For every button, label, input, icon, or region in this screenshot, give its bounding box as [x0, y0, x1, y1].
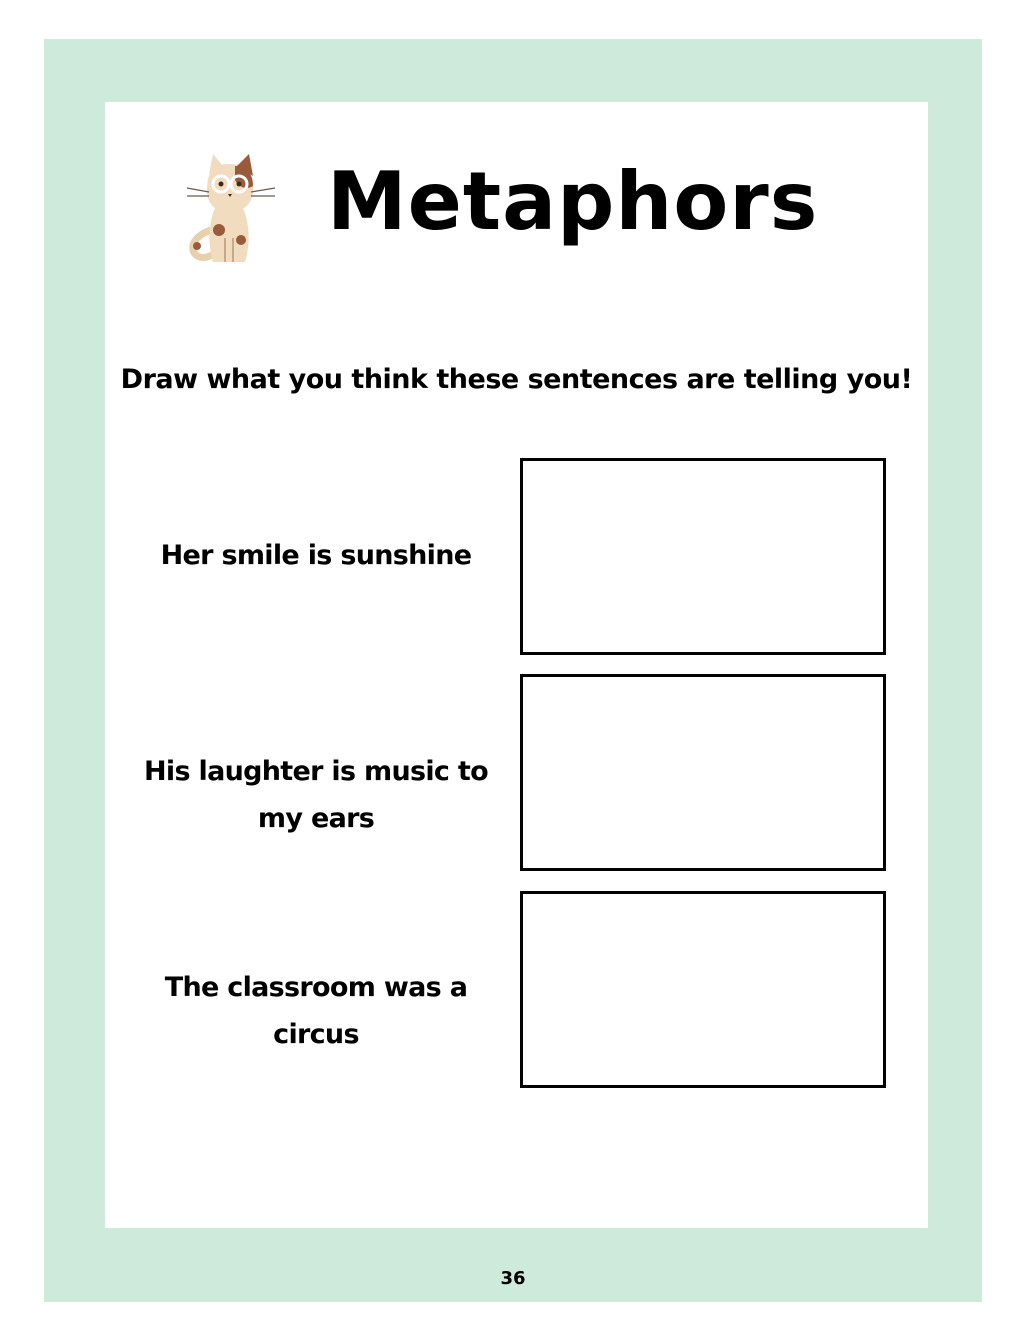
sentence-3: The classroom was a circus [164, 972, 468, 1050]
worksheet-sheet [105, 102, 928, 1228]
drawing-box-2[interactable] [520, 674, 886, 871]
drawing-box-1[interactable] [520, 458, 886, 655]
page-title: Metaphors [327, 155, 819, 248]
cat-with-glasses-icon [183, 150, 293, 266]
page-number: 36 [500, 1268, 526, 1289]
drawing-box-3[interactable] [520, 891, 886, 1088]
sentence-1: Her smile is sunshine [160, 540, 472, 571]
instruction-text: Draw what you think these sentences are telling you! [120, 364, 913, 395]
page-frame [44, 39, 982, 1302]
sentence-2: His laughter is music to my ears [144, 756, 488, 834]
